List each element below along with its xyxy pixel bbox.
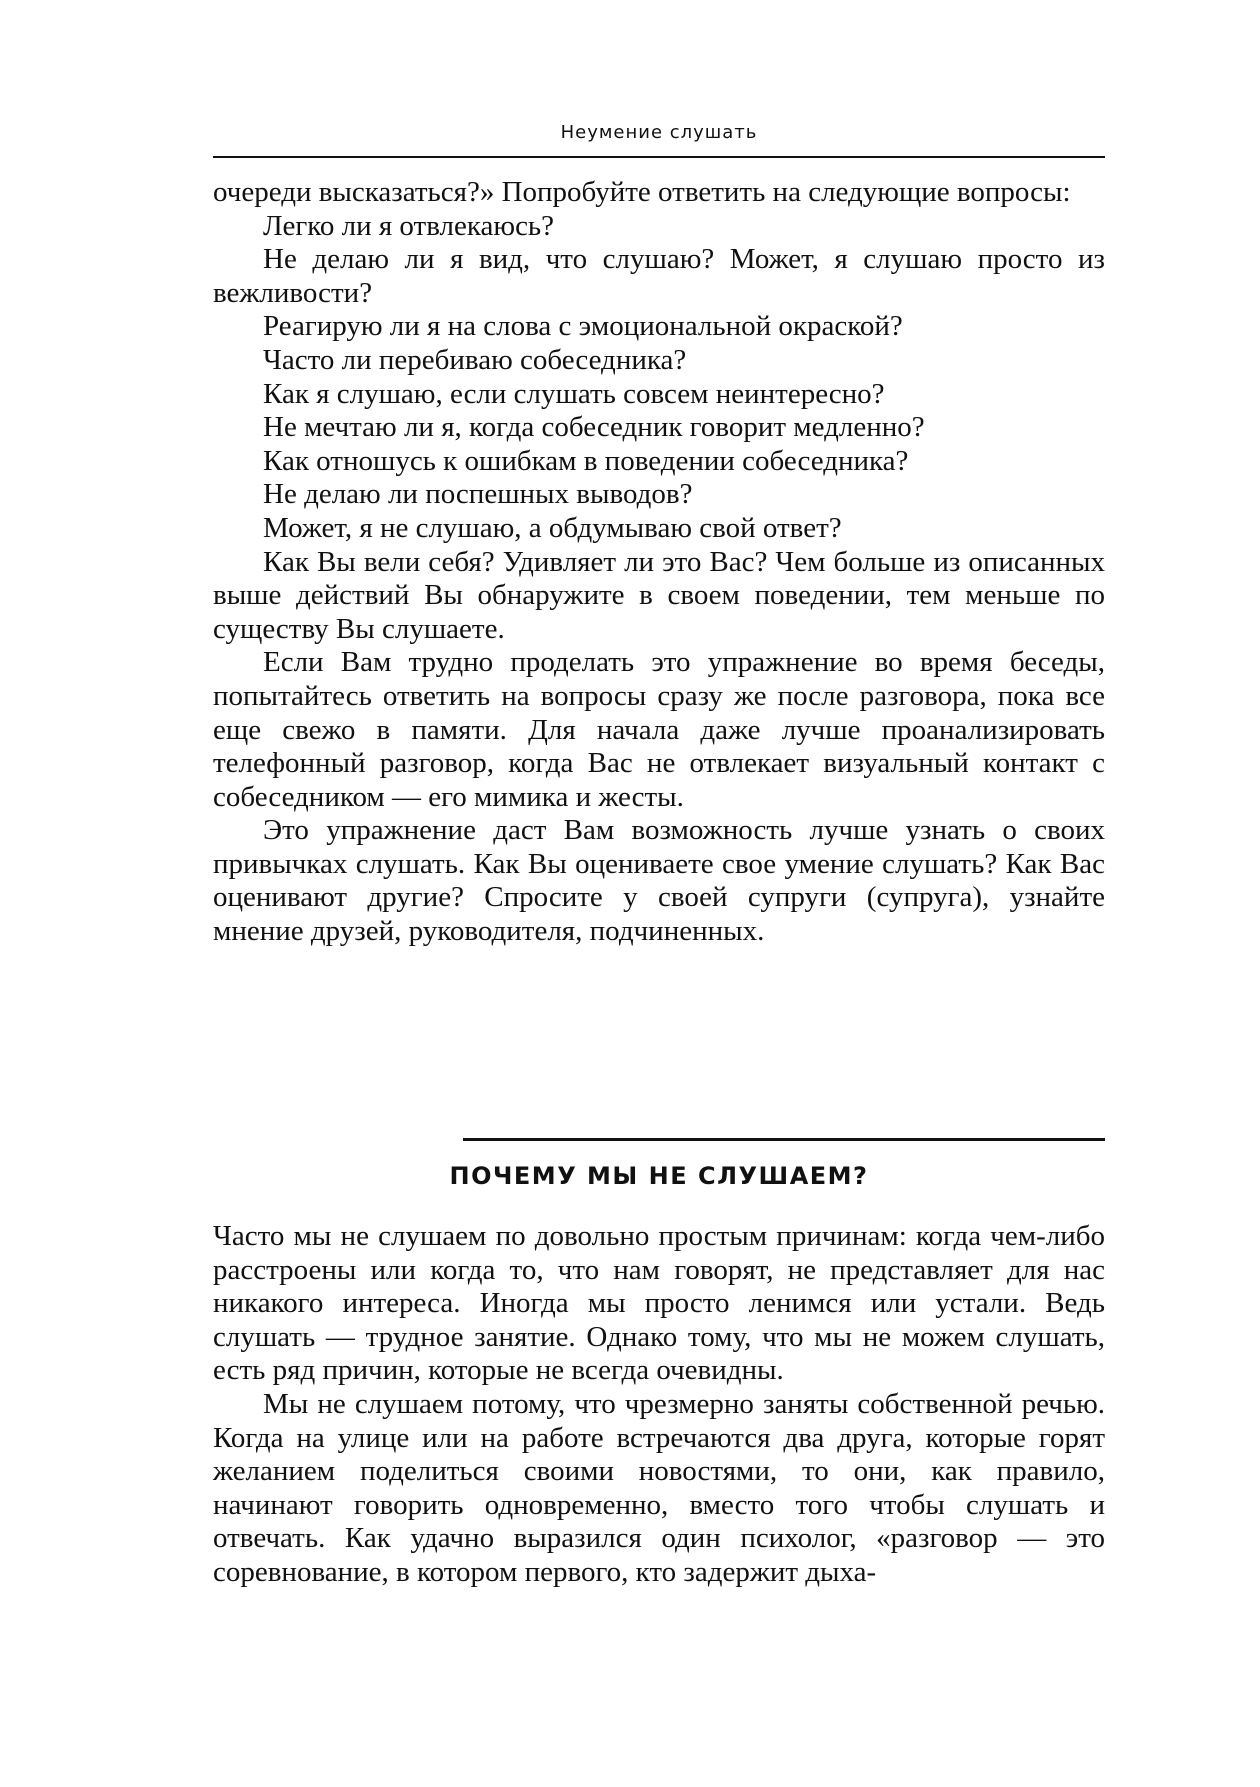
question-item: Реагирую ли я на слова с эмоциональной окраской?	[263, 310, 903, 343]
header-rule	[213, 156, 1105, 158]
paragraph: Часто мы не слушаем по довольно простым причинам: когда чем-либо расстроены или когда то, что нам говорят, не представляет для нас никакого интереса. Иногда мы просто ленимся или устали. Ведь слушать — трудное занятие. Однако тому, что мы не можем слушать, есть ряд причин, которые не всегда очевидны.	[213, 1220, 1105, 1387]
section-rule	[463, 1138, 1105, 1141]
question-item: Часто ли перебиваю собеседника?	[263, 343, 687, 376]
paragraph: Как Вы вели себя? Удивляет ли это Вас? Чем больше из описанных выше действий Вы обнаружите в своем поведении, тем меньше по существу Вы слушаете.	[213, 545, 1105, 645]
section-heading: ПОЧЕМУ МЫ НЕ СЛУШАЕМ?	[449, 1162, 869, 1190]
question-item: Легко ли я отвлекаюсь?	[263, 209, 555, 242]
question-item: Не делаю ли я вид, что слушаю? Может, я слушаю просто из вежливости?	[213, 243, 1105, 309]
paragraph: Мы не слушаем потому, что чрезмерно заняты собственной речью. Когда на улице или на работе встречаются два друга, которые горят желанием поделиться своими новостями, то они, как правило, начинают говорить одновременно, вместо того чтобы слушать и отвечать. Как удачно выразился один психолог, «разговор — это соревнование, в котором первого, кто задержит дыха-	[213, 1387, 1105, 1588]
bottom-text-block	[213, 1220, 1105, 1590]
question-item: Может, я не слушаю, а обдумываю свой ответ?	[263, 511, 842, 544]
top-text-block	[213, 176, 1105, 949]
paragraph: очереди высказаться?» Попробуйте ответить на следующие вопросы:	[213, 176, 1071, 208]
question-item: Как я слушаю, если слушать совсем неинтересно?	[263, 377, 885, 410]
paragraph: Если Вам трудно проделать это упражнение во время беседы, попытайтесь ответить на вопросы сразу же после разговора, пока все еще свежо в памяти. Для начала даже лучше проанализировать телефонный разговор, когда Вас не отвлекает визуальный контакт с собеседником — его мимика и жесты.	[213, 646, 1105, 813]
question-item: Не делаю ли поспешных выводов?	[263, 478, 693, 511]
question-item: Не мечтаю ли я, когда собеседник говорит медленно?	[263, 411, 925, 444]
paragraph: Это упражнение даст Вам возможность лучше узнать о своих привычках слушать. Как Вы оцениваете свое умение слушать? Как Вас оценивают другие? Спросите у своей супруги (супруга), узнайте мнение друзей, руководителя, подчиненных.	[213, 814, 1105, 948]
question-item: Как отношусь к ошибкам в поведении собеседника?	[263, 444, 909, 477]
running-head: Неумение слушать	[560, 122, 758, 143]
